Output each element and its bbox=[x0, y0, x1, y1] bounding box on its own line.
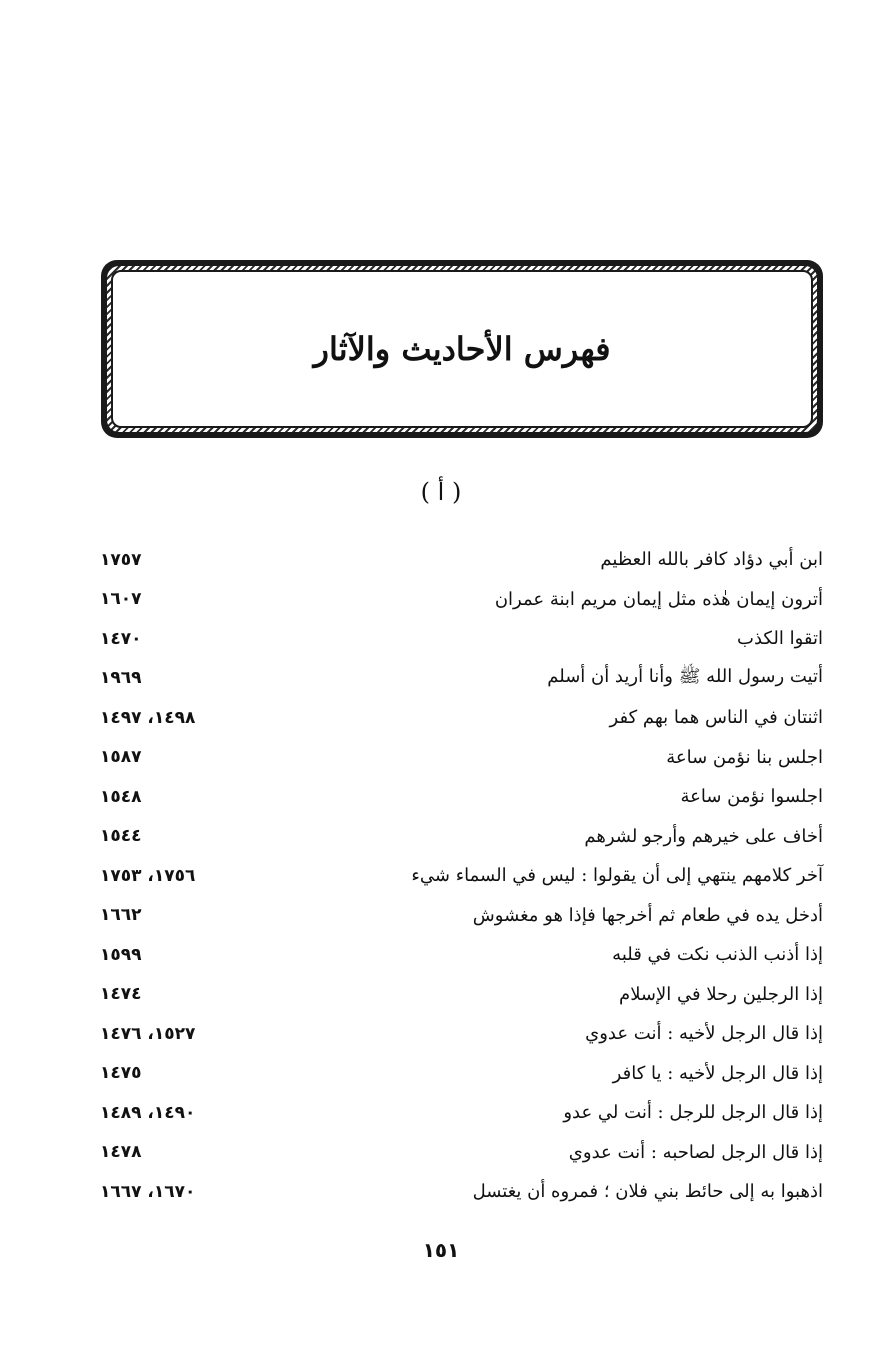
title-frame-inner bbox=[111, 270, 813, 428]
entry-text: أخاف على خيرهم وأرجو لشرهم bbox=[584, 825, 823, 847]
entry-refs: ١٥٤٨ bbox=[100, 786, 142, 807]
entry-text: أترون إيمان هٰذه مثل إيمان مريم ابنة عمران bbox=[494, 588, 823, 610]
index-entry bbox=[100, 1172, 823, 1212]
index-entries bbox=[100, 540, 823, 1212]
entry-text: اجلسوا نؤمن ساعة bbox=[680, 786, 823, 808]
entry-text: اذهبوا به إلى حائط بني فلان ؛ فمروه أن يغتسل bbox=[472, 1181, 823, 1203]
index-entry bbox=[100, 935, 823, 975]
title-frame bbox=[101, 260, 823, 438]
entry-refs: ١٥٢٧، ١٤٧٦ bbox=[100, 1023, 196, 1044]
index-entry bbox=[100, 1133, 823, 1173]
entry-text: أدخل يده في طعام ثم أخرجها فإذا هو مغشوش bbox=[472, 904, 823, 926]
entry-refs: ١٥٤٤ bbox=[100, 826, 142, 847]
entry-refs: ١٦٧٠، ١٦٦٧ bbox=[100, 1181, 196, 1202]
page-title: فهرس الأحاديث والآثار bbox=[313, 330, 611, 368]
index-entry bbox=[100, 540, 823, 580]
index-entry bbox=[100, 738, 823, 778]
entry-text: ابن أبي دؤاد كافر بالله العظيم bbox=[600, 549, 823, 571]
index-entry bbox=[100, 896, 823, 936]
entry-refs: ١٤٩٨، ١٤٩٧ bbox=[100, 707, 196, 728]
entry-text: إذا أذنب الذنب نكت في قلبه bbox=[612, 944, 823, 966]
index-entry bbox=[100, 856, 823, 896]
index-entry bbox=[100, 975, 823, 1015]
entry-text: اتقوا الكذب bbox=[737, 628, 823, 650]
entry-refs: ١٧٥٦، ١٧٥٣ bbox=[100, 865, 196, 886]
entry-text: إذا قال الرجل لصاحبه : أنت عدوي bbox=[568, 1141, 823, 1163]
entry-text: إذا الرجلين رحلا في الإسلام bbox=[619, 983, 823, 1005]
entry-refs: ١٦٠٧ bbox=[100, 589, 142, 610]
index-entry bbox=[100, 1093, 823, 1133]
index-entry bbox=[100, 1054, 823, 1094]
section-letter-heading: ( أ ) bbox=[420, 478, 462, 506]
entry-refs: ١٥٩٩ bbox=[100, 944, 142, 965]
entry-refs: ١٥٨٧ bbox=[100, 747, 142, 768]
entry-refs: ١٤٧٠ bbox=[100, 628, 142, 649]
title-frame-border bbox=[107, 266, 817, 432]
entry-refs: ١٤٧٥ bbox=[100, 1063, 142, 1084]
index-entry bbox=[100, 619, 823, 659]
index-entry bbox=[100, 580, 823, 620]
entry-refs: ١٩٦٩ bbox=[100, 668, 142, 689]
entry-text: إذا قال الرجل لأخيه : أنت عدوي bbox=[585, 1023, 823, 1045]
entry-refs: ١٤٧٨ bbox=[100, 1142, 142, 1163]
entry-refs: ١٤٩٠، ١٤٨٩ bbox=[100, 1102, 196, 1123]
entry-text: أتيت رسول الله ﷺ وأنا أريد أن أسلم bbox=[547, 666, 823, 688]
page-number: ١٥١ bbox=[422, 1238, 460, 1262]
index-entry bbox=[100, 817, 823, 857]
entry-text: اجلس بنا نؤمن ساعة bbox=[666, 746, 823, 768]
index-entry bbox=[100, 659, 823, 699]
entry-refs: ١٦٦٢ bbox=[100, 905, 142, 926]
index-entry bbox=[100, 698, 823, 738]
entry-text: إذا قال الرجل للرجل : أنت لي عدو bbox=[563, 1102, 823, 1124]
entry-text: اثنتان في الناس هما بهم كفر bbox=[609, 707, 823, 729]
index-entry bbox=[100, 1014, 823, 1054]
entry-refs: ١٤٧٤ bbox=[100, 984, 142, 1005]
index-entry bbox=[100, 777, 823, 817]
entry-text: آخر كلامهم ينتهي إلى أن يقولوا : ليس في السماء شيء bbox=[411, 865, 823, 887]
entry-text: إذا قال الرجل لأخيه : يا كافر bbox=[612, 1062, 823, 1084]
entry-refs: ١٧٥٧ bbox=[100, 549, 142, 570]
